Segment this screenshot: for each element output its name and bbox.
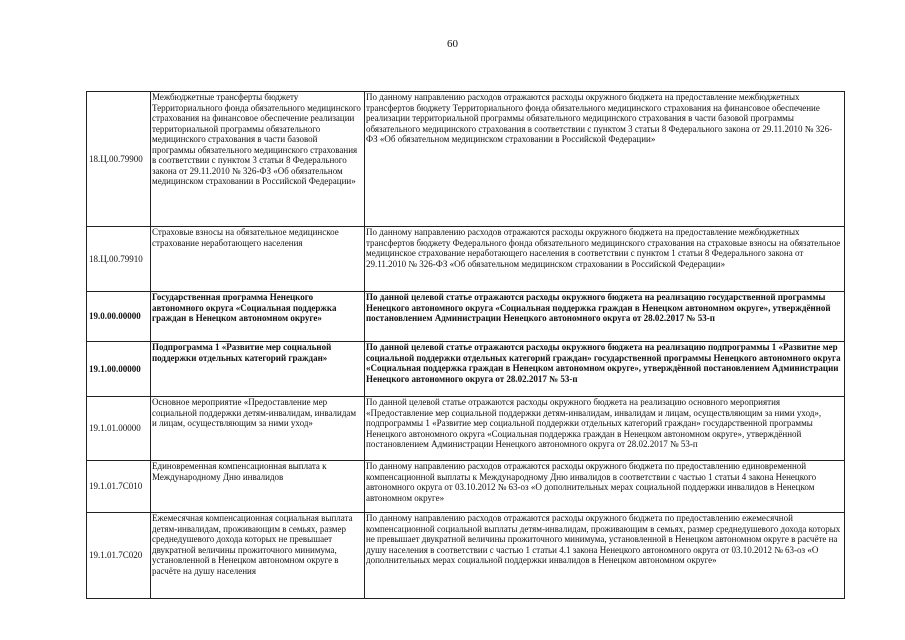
row-name: Государственная программа Ненецкого автономного округа «Социальная поддержка граждан в Ненецком автономном округе»	[151, 292, 365, 342]
row-description: По данному направлению расходов отражаются расходы окружного бюджета по предоставлению единовременной компенсационной выплаты к Международному Дню инвалидов в соответствии с частью 1 статьи 4 закона Ненецкого автономного округа от 03.10.2012 № 63-оз «О дополнительных мерах социальной поддержки инвалидов в Ненецком автономном округе»	[365, 461, 845, 513]
row-description: По данному направлению расходов отражаются расходы окружного бюджета на предоставление межбюджетных трансфертов бюджету Федерального фонда обязательного медицинского страхования на страховые взносы на обязательное медицинское страхование неработающего населения в соответствии с пунктом 1 статьи 8 Федерального закона от 29.11.2010 № 326-ФЗ «Об обязательном медицинском страховании в Российской Федерации»	[365, 227, 845, 292]
page-number: 60	[447, 38, 458, 50]
table-row	[87, 513, 845, 599]
row-description: По данной целевой статье отражаются расходы окружного бюджета на реализацию основного мероприятия «Предоставление мер социальной поддержки детям-инвалидам, инвалидам и лицам, осуществляющим за ними уход», подпрограммы 1 «Развитие мер социальной поддержки отдельных категорий граждан» государственной программы Ненецкого автономного округа «Социальная поддержка граждан в Ненецком автономном округе», утверждённой постановлением Администрации Ненецкого автономного округа от 28.02.2017 № 53-п	[365, 397, 845, 461]
row-description: По данному направлению расходов отражаются расходы окружного бюджета по предоставлению ежемесячной компенсационной социальной выплаты детям-инвалидам, проживающим в семьях, размер среднедушевого дохода которых не превышает двукратной величины прожиточного минимума, установленной в Ненецком автономном округе в расчёте на душу населения в соответствии с частью 1 статьи 4.1 закона Ненецкого автономного округа от 03.10.2012 № 63-оз «О дополнительных мерах социальной поддержки инвалидов в Ненецком автономном округе»	[365, 513, 845, 599]
row-code: 18.Ц.00.79910	[87, 227, 151, 292]
row-code: 19.1.01.7C010	[87, 461, 151, 513]
row-code: 18.Ц.00.79900	[87, 92, 151, 227]
row-code: 19.1.00.00000	[87, 342, 151, 397]
row-name: Основное мероприятие «Предоставление мер социальной поддержки детям-инвалидам, инвалидам и лицам, осуществляющим за ними уход»	[151, 397, 365, 461]
table-row	[87, 227, 845, 292]
row-name: Ежемесячная компенсационная социальная выплата детям-инвалидам, проживающим в семьях, размер среднедушевого дохода которых не превышает двукратной величины прожиточного минимума, установленной в Ненецком автономном округе в расчёте на душу населения	[151, 513, 365, 599]
table-row	[87, 92, 845, 227]
budget-classification-table	[86, 91, 845, 599]
table-row	[87, 461, 845, 513]
row-description: По данной целевой статье отражаются расходы окружного бюджета на реализацию подпрограммы 1 «Развитие мер социальной поддержки отдельных категорий граждан» государственной программы Ненецкого автономного округа «Социальная поддержка граждан в Ненецком автономном округе», утверждённой постановлением Администрации Ненецкого автономного округа от 28.02.2017 № 53-п	[365, 342, 845, 397]
row-name: Межбюджетные трансферты бюджету Территориального фонда обязательного медицинского страхования на финансовое обеспечение реализации территориальной программы обязательного медицинского страхования в части базовой программы обязательного медицинского страхования в соответствии с пунктом 3 статьи 8 Федерального закона от 29.11.2010 № 326-ФЗ «Об обязательном медицинском страховании в Российской Федерации»	[151, 92, 365, 227]
row-code: 19.0.00.00000	[87, 292, 151, 342]
row-name: Единовременная компенсационная выплата к Международному Дню инвалидов	[151, 461, 365, 513]
table-row	[87, 292, 845, 342]
row-description: По данному направлению расходов отражаются расходы окружного бюджета на предоставление межбюджетных трансфертов бюджету Территориального фонда обязательного медицинского страхования на финансовое обеспечение реализации территориальной программы обязательного медицинского страхования в части базовой программы обязательного медицинского страхования в соответствии с пунктом 3 статьи 8 Федерального закона от 29.11.2010 № 326-ФЗ «Об обязательном медицинском страховании в Российской Федерации»	[365, 92, 845, 227]
row-code: 19.1.01.00000	[87, 397, 151, 461]
row-name: Подпрограмма 1 «Развитие мер социальной поддержки отдельных категорий граждан»	[151, 342, 365, 397]
table-row	[87, 342, 845, 397]
row-name: Страховые взносы на обязательное медицинское страхование неработающего населения	[151, 227, 365, 292]
row-description: По данной целевой статье отражаются расходы окружного бюджета на реализацию государственной программы Ненецкого автономного округа «Социальная поддержка граждан в Ненецком автономном округе», утверждённой постановлением Администрации Ненецкого автономного округа от 28.02.2017 № 53-п	[365, 292, 845, 342]
row-code: 19.1.01.7C020	[87, 513, 151, 599]
table-row	[87, 397, 845, 461]
